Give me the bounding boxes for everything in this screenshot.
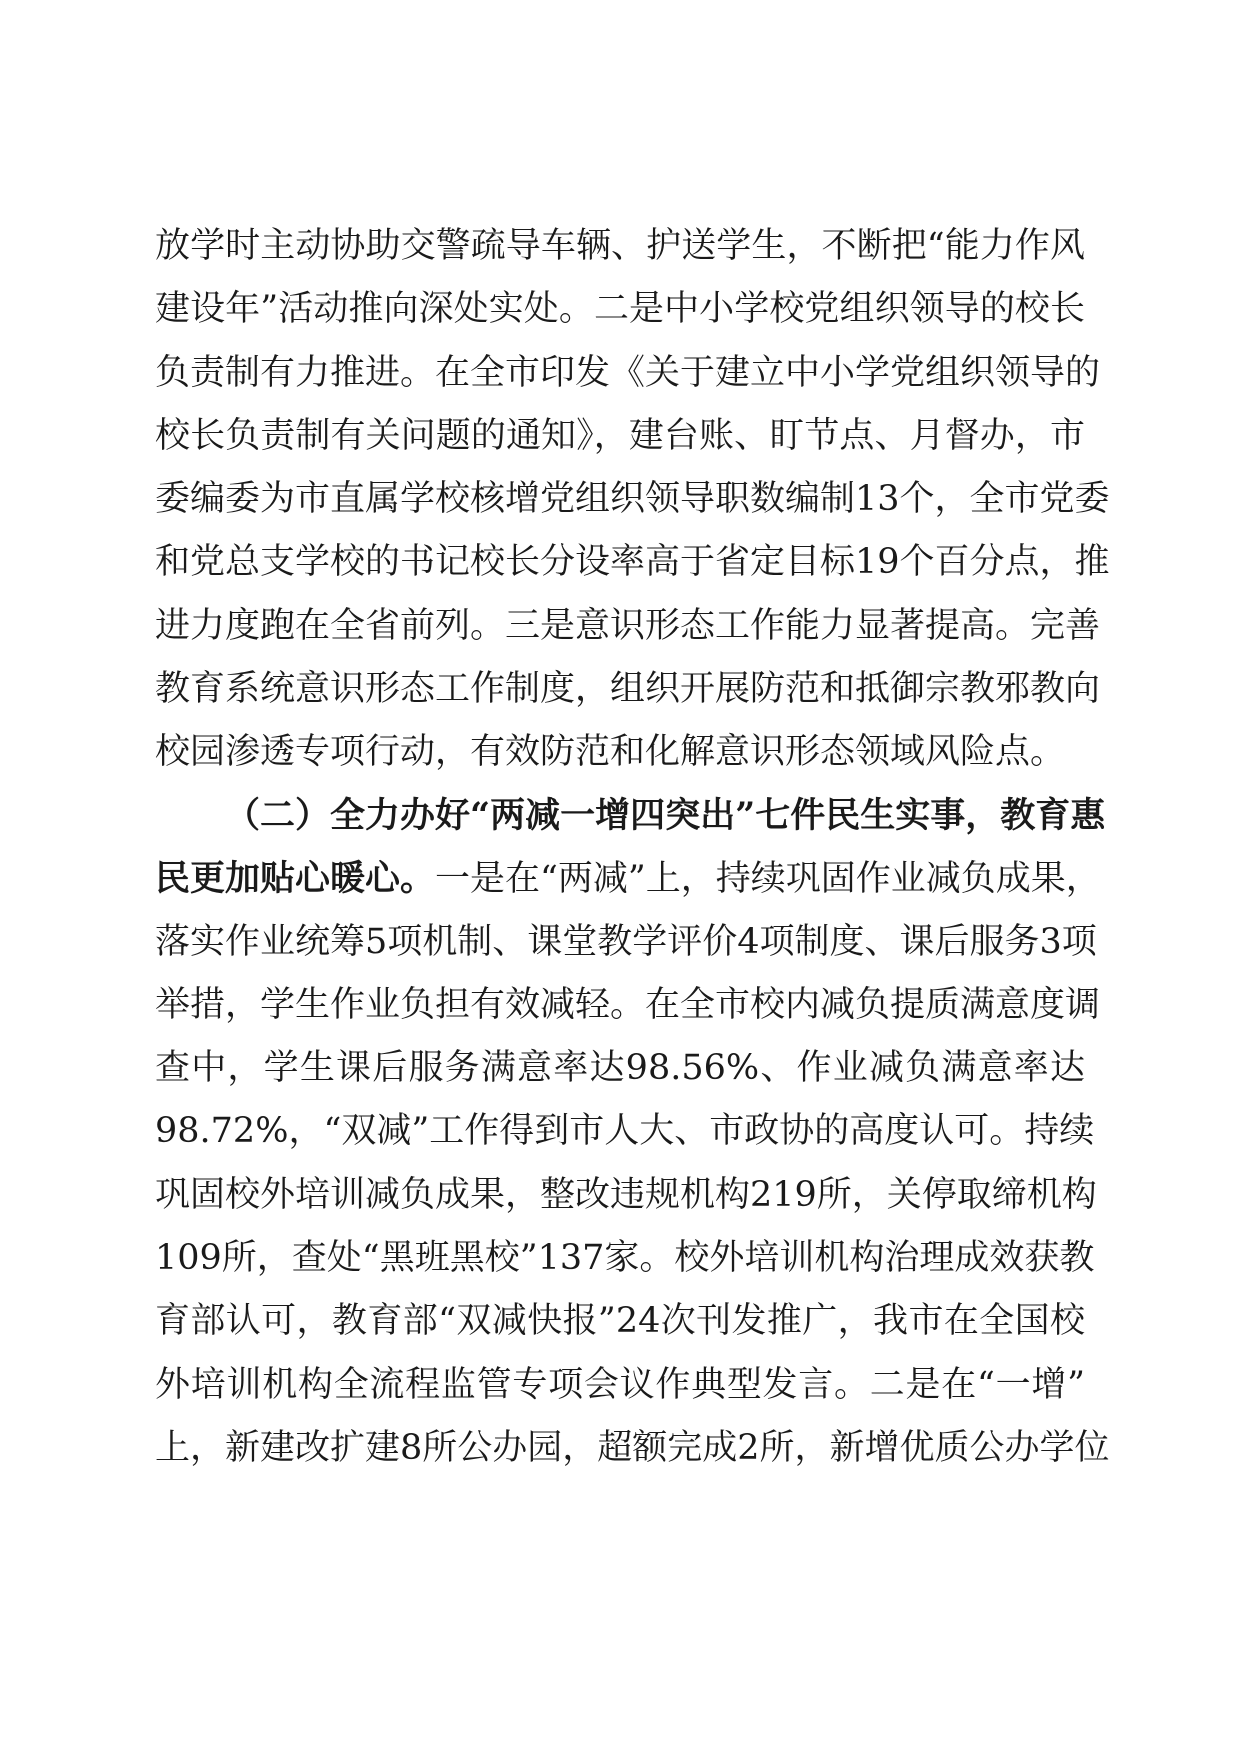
text-line: 教育系统意识形态工作制度，组织开展防范和抵御宗教邪教向: [155, 669, 1101, 710]
text-line: 举措，学生作业负担有效减轻。在全市校内减负提质满意度调: [155, 984, 1101, 1025]
text-segment: 一是在“两减”上，持续巩固作业减负成果，: [435, 859, 1101, 900]
text-line: 和党总支学校的书记校长分设率高于省定目标19个百分点，推: [155, 542, 1110, 583]
text-line: 校长负责制有关问题的通知》，建台账、盯节点、月督办，市: [155, 415, 1085, 456]
text-line: 委编委为市直属学校核增党组织领导职数编制13个，全市党委: [155, 479, 1110, 520]
section-heading-end: 民更加贴心暖心。: [155, 858, 436, 900]
text-line: 查中，学生课后服务满意率达98.56%、作业减负满意率达: [155, 1048, 1085, 1089]
text-line: [155, 847, 1101, 910]
text-line: 负责制有力推进。在全市印发《关于建立中小学党组织领导的: [155, 352, 1101, 393]
text-line: 育部认可，教育部“双减快报”24次刊发推广，我市在全国校: [155, 1301, 1085, 1342]
text-line: 建设年”活动推向深处实处。二是中小学校党组织领导的校长: [155, 289, 1085, 330]
text-line: 落实作业统筹5项机制、课堂教学评价4项制度、课后服务3项: [155, 921, 1097, 962]
paragraph-section-two: [155, 784, 1110, 1480]
paragraph-continued: [155, 215, 1110, 785]
text-line: 外培训机构全流程监管专项会议作典型发言。二是在“一增”: [155, 1364, 1085, 1405]
text-line: 进力度跑在全省前列。三是意识形态工作能力显著提高。完善: [155, 605, 1101, 646]
text-line: 98.72%，“双减”工作得到市人大、市政协的高度认可。持续: [155, 1111, 1095, 1152]
text-line: 巩固校外培训减负成果，整改违规机构219所，关停取缔机构: [155, 1174, 1097, 1215]
text-line: 校园渗透专项行动，有效防范和化解意识形态领域风险点。: [155, 732, 1066, 773]
text-line: 上，新建改扩建8所公办园，超额完成2所，新增优质公办学位: [155, 1427, 1110, 1468]
section-heading: （二）全力办好“两减一增四突出”七件民生实事，教育惠: [225, 795, 1106, 836]
text-line: 放学时主动协助交警疏导车辆、护送学生，不断把“能力作风: [155, 226, 1085, 266]
text-line: 109所，查处“黑班黑校”137家。校外培训机构治理成效获教: [155, 1238, 1095, 1279]
